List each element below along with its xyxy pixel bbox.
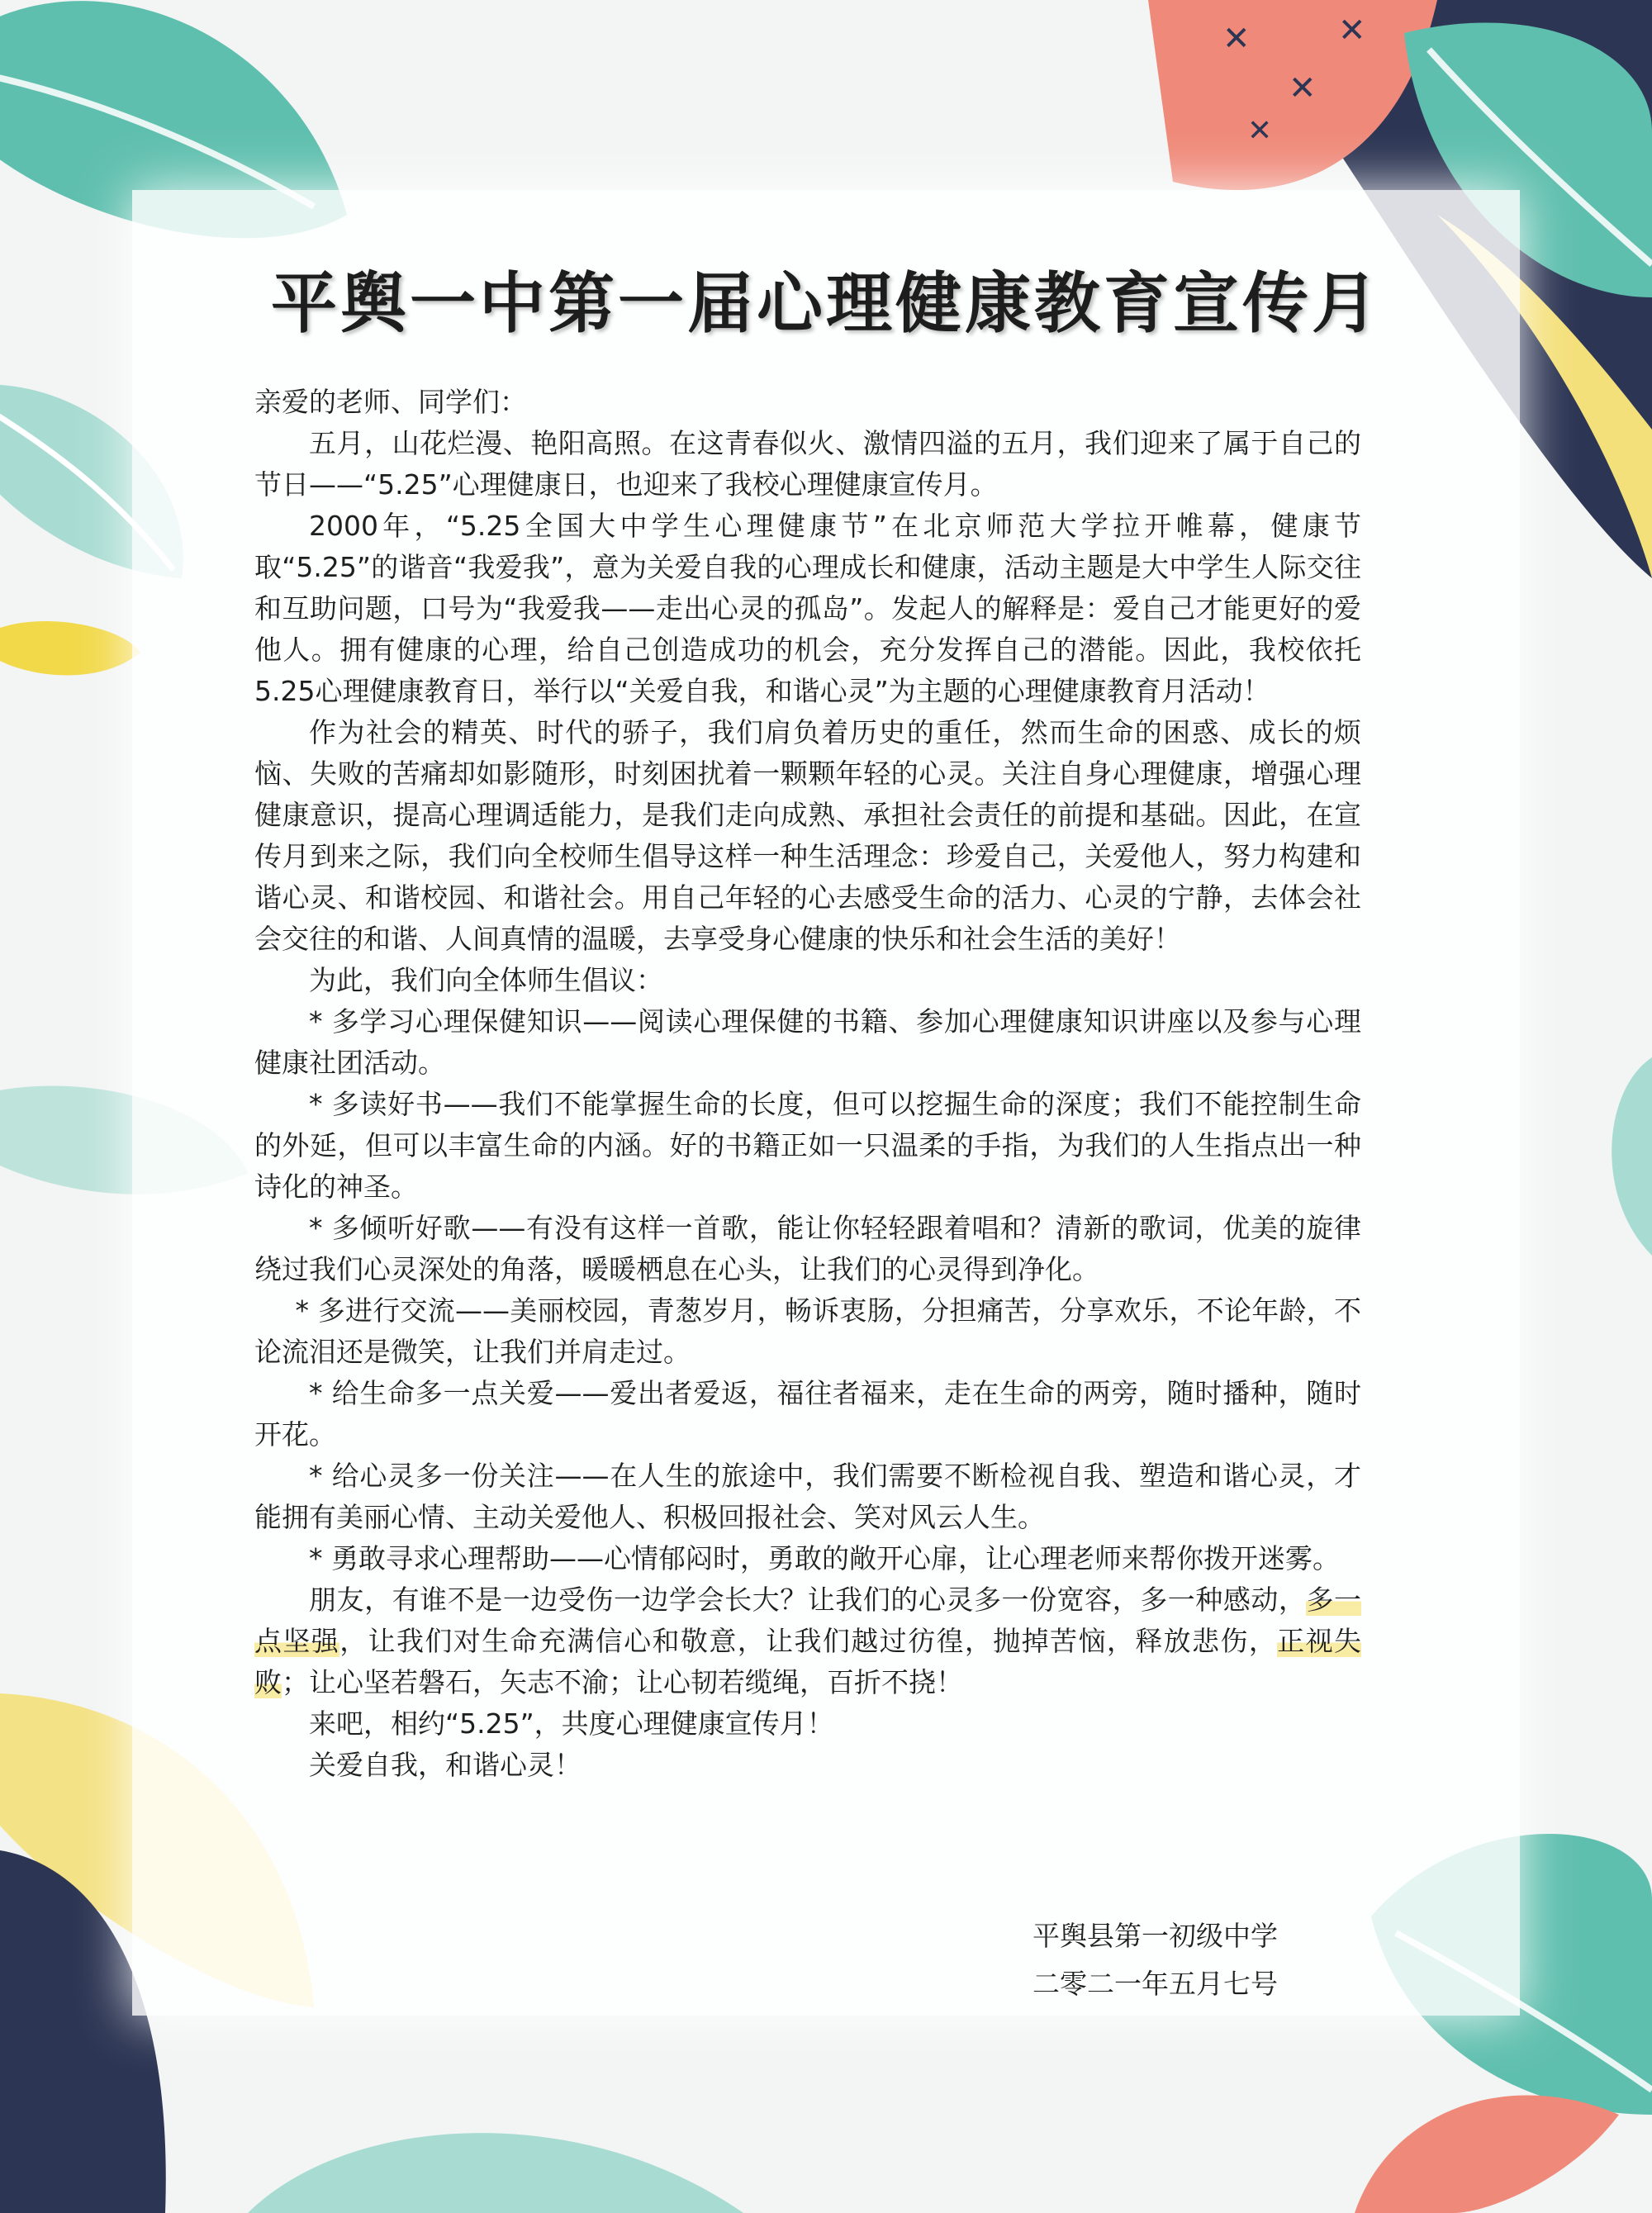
teal-shape-bottom — [248, 2133, 743, 2213]
paragraph-5-part-e: ；让心坚若磐石，矢志不渝；让心韧若缆绳，百折不挠！ — [282, 1666, 963, 1698]
paragraph-1: 五月，山花烂漫、艳阳高照。在这青春似火、激情四溢的五月，我们迎来了属于自己的节日——“5.25”心理健康日，也迎来了我校心理健康宣传月。 — [254, 427, 1361, 501]
svg-text:✕: ✕ — [1289, 69, 1317, 107]
proposal-item-7: * 勇敢寻求心理帮助——心情郁闷时，勇敢的敞开心扉，让心理老师来帮你拨开迷雾。 — [309, 1542, 1340, 1574]
paragraph-5-part-c: ，让我们对生命充满信心和敬意，让我们越过彷徨，抛掉苦恼，释放悲伤， — [339, 1625, 1278, 1657]
paragraph-6: 来吧，相约“5.25”，共度心理健康宣传月！ — [309, 1707, 834, 1740]
paragraph-5-part-a: 朋友，有谁不是一边受伤一边学会长大？让我们的心灵多一份宽容，多一种感动， — [309, 1584, 1307, 1616]
proposal-item-4: * 多进行交流——美丽校园，青葱岁月，畅诉衷肠，分担痛苦，分享欢乐，不论年龄，不论流泪还是微笑，让我们并肩走过。 — [254, 1294, 1361, 1368]
sign-organization: 平舆县第一初级中学 — [1032, 1920, 1278, 1952]
paragraph-3: 作为社会的精英、时代的骄子，我们肩负着历史的重任，然而生命的困惑、成长的烦恼、失败的苦痛却如影随形，时刻困扰着一颗颗年轻的心灵。关注自身心理健康，增强心理健康意识，提高心理调适能力，是我们走向成熟、承担社会责任的前提和基础。因此，在宣传月到来之际，我们向全校师生倡导这样一种生活理念：珍爱自己，关爱他人，努力构建和谐心灵、和谐校园、和谐社会。用自己年轻的心去感受生命的活力、心灵的宁静，去体会社会交往的和谐、人间真情的温暖，去享受身心健康的快乐和社会生活的美好！ — [254, 716, 1361, 955]
proposal-item-3: * 多倾听好歌——有没有这样一首歌，能让你轻轻跟着唱和？清新的歌词，优美的旋律绕过我们心灵深处的角落，暖暖栖息在心头，让我们的心灵得到净化。 — [254, 1212, 1361, 1285]
paragraph-5-highlight-2: 正视失败 — [254, 1625, 1362, 1698]
proposal-item-6: * 给心灵多一份关注——在人生的旅途中，我们需要不断检视自我、塑造和谐心灵，才能拥有美丽心情、主动关爱他人、积极回报社会、笑对风云人生。 — [254, 1460, 1361, 1533]
signature-block — [1032, 1912, 1363, 2008]
paragraph-2: 2000年，“5.25全国大中学生心理健康节”在北京师范大学拉开帷幕，健康节取“5.25”的谐音“我爱我”，意为关爱自我的心理成长和健康，活动主题是大中学生人际交往和互助问题，口号为“我爱我——走出心灵的孤岛”。发起人的解释是：爱自己才能更好的爱他人。拥有健康的心理，给自己创造成功的机会，充分发挥自己的潜能。因此，我校依托5.25心理健康教育日，举行以“关爱自我，和谐心灵”为主题的心理健康教育月活动！ — [254, 510, 1361, 707]
yellow-leaf-left — [0, 621, 140, 676]
proposal-item-5: * 给生命多一点关爱——爱出者爱返，福往者福来，走在生命的两旁，随时播种，随时开花。 — [254, 1377, 1361, 1451]
svg-text:✕: ✕ — [1338, 12, 1366, 50]
proposal-item-1: * 多学习心理保健知识——阅读心理保健的书籍、参加心理健康知识讲座以及参与心理健康社团活动。 — [254, 1005, 1361, 1079]
page-title: 平舆一中第一届心理健康教育宣传月 — [271, 265, 1381, 342]
svg-text:✕: ✕ — [1247, 114, 1273, 148]
paragraph-5 — [254, 1579, 1361, 1703]
paragraph-5-highlight-1: 多一点坚强 — [254, 1584, 1362, 1657]
leaf-decoration-right — [1612, 1057, 1652, 1256]
letter-body — [254, 382, 1361, 1786]
sign-date: 二零二一年五月七号 — [1032, 1968, 1278, 2000]
paragraph-7: 关爱自我，和谐心灵！ — [309, 1749, 582, 1781]
watermelon-decoration-bottom-right — [1355, 2095, 1619, 2213]
svg-text:✕: ✕ — [1222, 20, 1251, 58]
salutation: 亲爱的老师、同学们： — [254, 386, 527, 418]
paragraph-4: 为此，我们向全体师生倡议： — [309, 964, 663, 996]
proposal-item-2: * 多读好书——我们不能掌握生命的长度，但可以挖掘生命的深度；我们不能控制生命的外延，但可以丰富生命的内涵。好的书籍正如一只温柔的手指，为我们的人生指点出一种诗化的神圣。 — [254, 1088, 1361, 1203]
